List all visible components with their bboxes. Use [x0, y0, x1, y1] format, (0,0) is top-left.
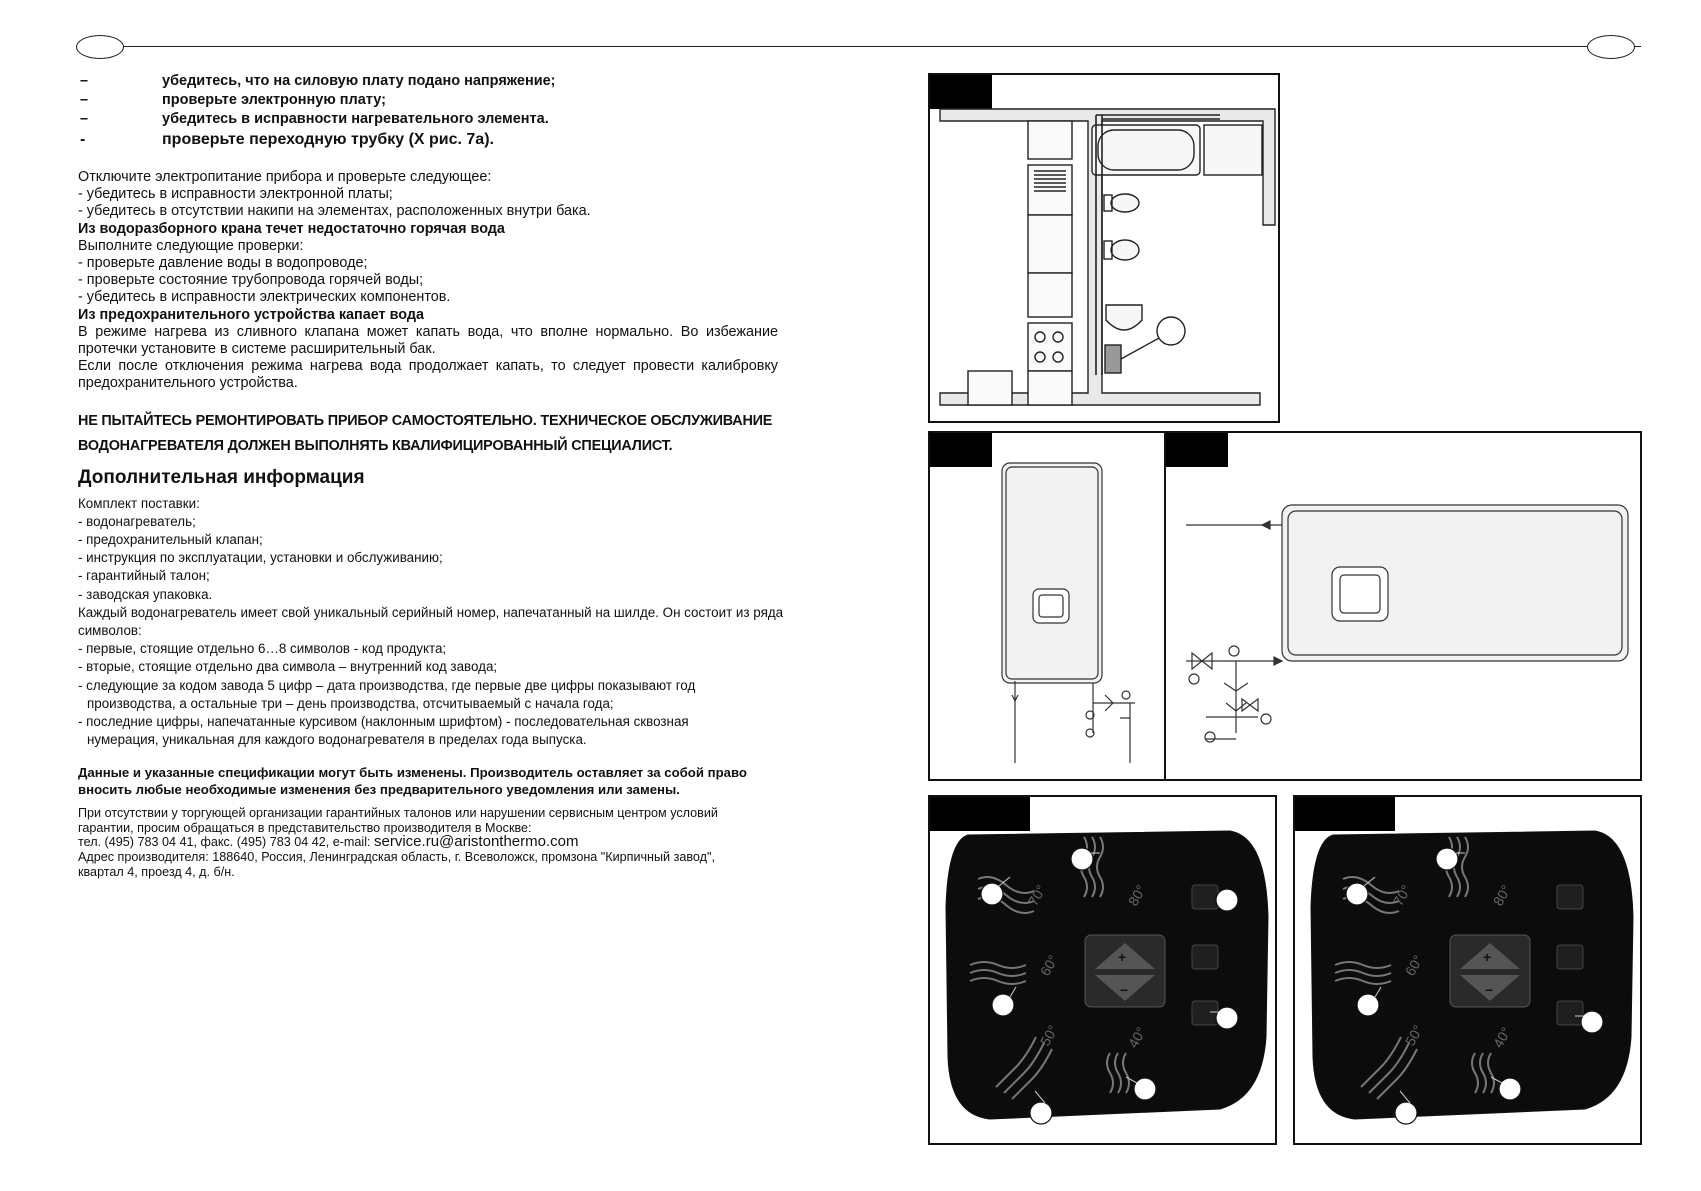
body-text: В режиме нагрева из сливного клапана может капать вода, что вполне нормально. Во избежание протечки установите в системе расширительный бак.	[78, 323, 778, 358]
info-line: производства, а остальные три – день производства, отсчитываемый с начала года;	[87, 695, 614, 711]
svg-text:−: −	[1485, 982, 1494, 998]
info-line: - первые, стоящие отдельно 6…8 символов - код продукта;	[78, 641, 447, 657]
page-corner-oval-right	[1587, 35, 1635, 59]
info-line: - водонагреватель;	[78, 513, 196, 529]
page-corner-oval-left	[76, 35, 124, 59]
temp-label-70: 70°	[1389, 882, 1415, 909]
temp-label-60: 60°	[1401, 952, 1427, 979]
info-line: Каждый водонагреватель имеет свой уникальный серийный номер, напечатанный на шилде. Он состоит из ряда символов:	[78, 604, 784, 639]
header-rule	[120, 46, 1641, 47]
warning-line: НЕ ПЫТАЙТЕСЬ РЕМОНТИРОВАТЬ ПРИБОР САМОСТОЯТЕЛЬНО. ТЕХНИЧЕСКОЕ ОБСЛУЖИВАНИЕ	[78, 412, 773, 429]
check-item: – убедитесь, что на силовую плату подано напряжение;	[80, 73, 556, 89]
disclaimer-line: Данные и указанные спецификации могут быть изменены. Производитель оставляет за собой право	[78, 765, 747, 781]
temp-label-70: 70°	[1024, 882, 1050, 909]
figure-floor-plan	[928, 73, 1280, 423]
info-line: - гарантийный талон;	[78, 568, 210, 584]
body-text: - убедитесь в исправности электронной платы;	[78, 186, 393, 203]
temp-label-40: 40°	[1124, 1024, 1150, 1051]
info-line: - последние цифры, напечатанные курсивом (наклонным шрифтом) - последовательная сквозная	[78, 714, 689, 730]
figure-vertical-heater	[928, 431, 1168, 781]
warning-line: ВОДОНАГРЕВАТЕЛЯ ДОЛЖЕН ВЫПОЛНЯТЬ КВАЛИФИЦИРОВАННЫЙ СПЕЦИАЛИСТ.	[78, 437, 673, 454]
temp-label-40: 40°	[1489, 1024, 1515, 1051]
body-text: - проверьте состояние трубопровода горячей воды;	[78, 272, 424, 289]
email-link[interactable]: service.ru@aristonthermo.com	[374, 833, 579, 851]
body-text: Выполните следующие проверки:	[78, 237, 304, 254]
temp-label-80: 80°	[1124, 882, 1150, 909]
control-panel-2-drawing	[1295, 797, 1640, 1143]
body-text: Если после отключения режима нагрева вода продолжает капать, то следует провести калибровку предохранительного устройства.	[78, 358, 778, 392]
check-item: – проверьте электронную плату;	[80, 92, 386, 108]
body-text: - убедитесь в отсутствии накипи на элементах, расположенных внутри бака.	[78, 203, 591, 220]
text-column	[78, 72, 784, 879]
svg-text:+: +	[1118, 949, 1127, 965]
contact-line: тел. (495) 783 04 41, факс. (495) 783 04 42, e-mail: service.ru@aristonthermo.com	[78, 833, 579, 851]
section-title: Дополнительная информация	[78, 466, 365, 488]
contact-line: Адрес производителя: 188640, Россия, Ленинградская область, г. Всеволожск, промзона "Кирпичный завод",	[78, 850, 715, 865]
info-line: Комплект поставки:	[78, 495, 200, 511]
info-line: нумерация, уникальная для каждого водонагревателя в пределах года выпуска.	[87, 732, 587, 748]
subheading: Из предохранительного устройства капает вода	[78, 306, 424, 323]
contact-line: При отсутствии у торгующей организации гарантийных талонов или нарушении сервисным центром условий	[78, 806, 718, 821]
contact-line: квартал 4, проезд 4, д. б/н.	[78, 864, 235, 879]
horizontal-heater-drawing	[1166, 433, 1640, 779]
disclaimer-line: вносить любые необходимые изменения без предварительного уведомления или замены.	[78, 781, 680, 797]
figure-control-panel-2	[1293, 795, 1642, 1145]
temp-label-50: 50°	[1036, 1022, 1062, 1049]
info-line: - следующие за кодом завода 5 цифр – дата производства, где первые две цифры показывают год	[78, 677, 696, 693]
floor-plan-drawing	[930, 75, 1278, 421]
svg-text:−: −	[1120, 982, 1129, 998]
contact-line: гарантии, просим обращаться в представительство производителя в Москве:	[78, 820, 532, 835]
figure-horizontal-heater	[1164, 431, 1642, 781]
check-item: - проверьте переходную трубку (X рис. 7a).	[80, 131, 494, 148]
vertical-heater-drawing	[930, 433, 1166, 779]
body-text: - проверьте давление воды в водопроводе;	[78, 255, 368, 272]
temp-label-80: 80°	[1489, 882, 1515, 909]
temp-label-50: 50°	[1401, 1022, 1427, 1049]
figure-control-panel-1	[928, 795, 1277, 1145]
body-text: Отключите электропитание прибора и проверьте следующее:	[78, 169, 492, 185]
subheading: Из водоразборного крана течет недостаточно горячая вода	[78, 220, 505, 237]
control-panel-1-drawing	[930, 797, 1275, 1143]
info-line: - предохранительный клапан;	[78, 532, 263, 548]
check-item: – убедитесь в исправности нагревательного элемента.	[80, 111, 549, 127]
body-text: - убедитесь в исправности электрических компонентов.	[78, 289, 451, 306]
info-line: - вторые, стоящие отдельно два символа – внутренний код завода;	[78, 659, 498, 675]
svg-text:+: +	[1483, 949, 1492, 965]
info-line: - инструкция по эксплуатации, установки и обслуживанию;	[78, 550, 443, 566]
temp-label-60: 60°	[1036, 952, 1062, 979]
info-line: - заводская упаковка.	[78, 586, 213, 602]
